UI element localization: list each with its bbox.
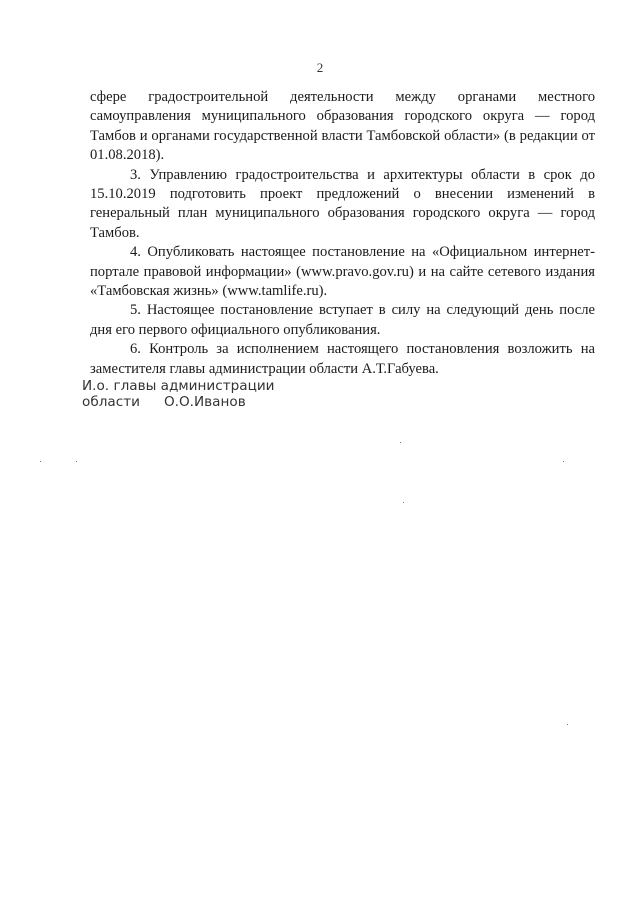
paragraph-item-4: 4. Опубликовать настоящее постановление на «Официальном интернет-портале правовой информации» (www.pravo.gov.ru) и на сайте сетевого издания «Тамбовская жизнь» (www.tamlife.ru). [90,244,595,300]
signatory-position: И.о. главы администрации [82,378,275,394]
scan-speck [563,461,564,462]
scan-speck [403,502,404,503]
document-body [90,88,595,379]
signatory-name: О.О.Иванов [163,394,246,410]
paragraph-item-5: 5. Настоящее постановление вступает в силу на следующий день после дня его первого официального опубликования. [90,302,595,338]
page-number: 2 [316,60,324,75]
paragraph-item-6: 6. Контроль за исполнением настоящего постановления возложить на заместителя главы администрации области А.Т.Габуева. [90,341,595,377]
scan-speck [40,461,41,462]
signature-block [82,378,275,410]
paragraph-item-3: 3. Управлению градостроительства и архитектуры области в срок до 15.10.2019 подготовить проект предложений о внесении изменений в генеральный план муниципального образования городского округа — город Тамбов. [90,166,595,241]
signatory-region: области [82,394,140,410]
scan-speck [400,442,401,443]
paragraph-continuation: сфере градостроительной деятельности между органами местного самоуправления муниципального образования городского округа — город Тамбов и органами государственной власти Тамбовской области» (в редакции от 01.08.2018). [90,89,595,164]
signatory-line [82,394,275,410]
scan-speck [567,724,568,725]
scan-speck [76,461,77,462]
